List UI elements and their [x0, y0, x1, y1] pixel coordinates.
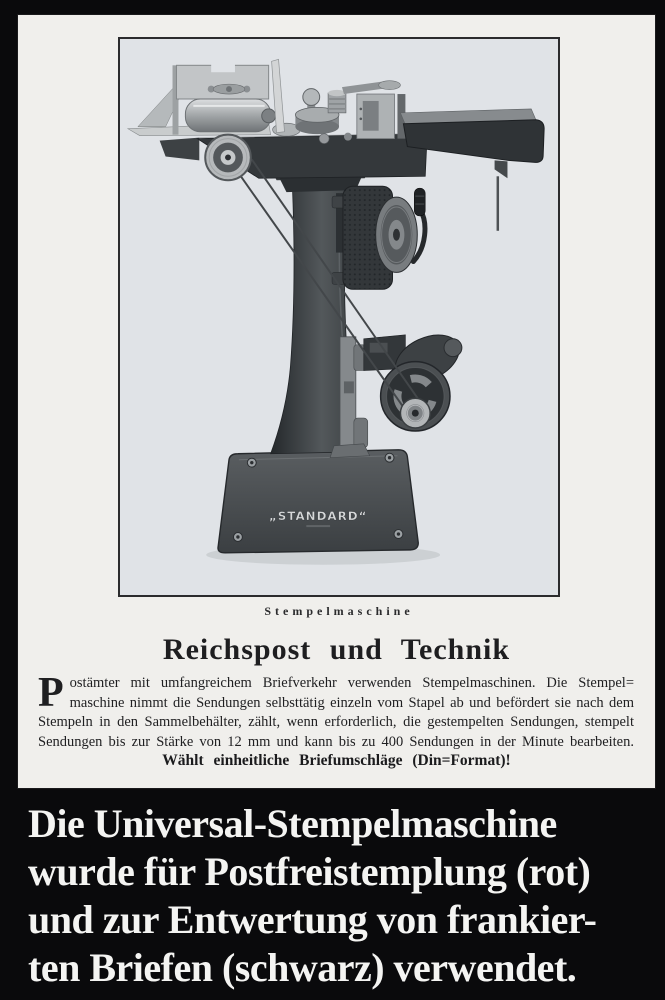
banner-line: und zur Entwertung von frankier- [28, 897, 597, 942]
article-line: Stempeln in den Sammelbehälter, zählt, wenn erforderlich, die gestempelten Sendungen, stempelt [38, 714, 634, 730]
deck [160, 134, 428, 179]
pulley-wheel [205, 135, 251, 181]
advert-card [17, 14, 656, 789]
article-title: Reichspost und Technik [162, 633, 511, 666]
banner-line: Die Universal-Stempelmaschine [28, 801, 557, 846]
banner-line: wurde für Postfreistemplung (rot) [28, 849, 591, 894]
caption-banner [28, 800, 658, 992]
photo-frame [118, 37, 560, 597]
machine-base-label: „STANDARD“ [268, 509, 368, 524]
counter-drum [332, 186, 425, 289]
article-drop-cap: P [38, 670, 64, 716]
machine-photo [120, 39, 558, 595]
banner-line: ten Briefen (schwarz) verwendet. [28, 945, 577, 990]
article-line: Sendungen bis zur Stärke von 12 mm und kann bis zu 400 Sendungen in der Minute bearbeiten. [38, 733, 634, 750]
photo-caption: Stempelmaschine [264, 604, 414, 618]
article-body [38, 670, 634, 752]
article-slogan: Wählt einheitliche Briefumschläge (Din=Format)! [162, 752, 511, 769]
pedestal-base [218, 450, 418, 553]
article-line: ostämter mit umfangreichem Briefverkehr verwenden Stempelmaschinen. Die Stempel= [69, 675, 634, 691]
article-line: maschine nimmt die Sendungen selbsttätig einzeln vom Stapel ab und befördert sie nach dem [69, 694, 634, 711]
